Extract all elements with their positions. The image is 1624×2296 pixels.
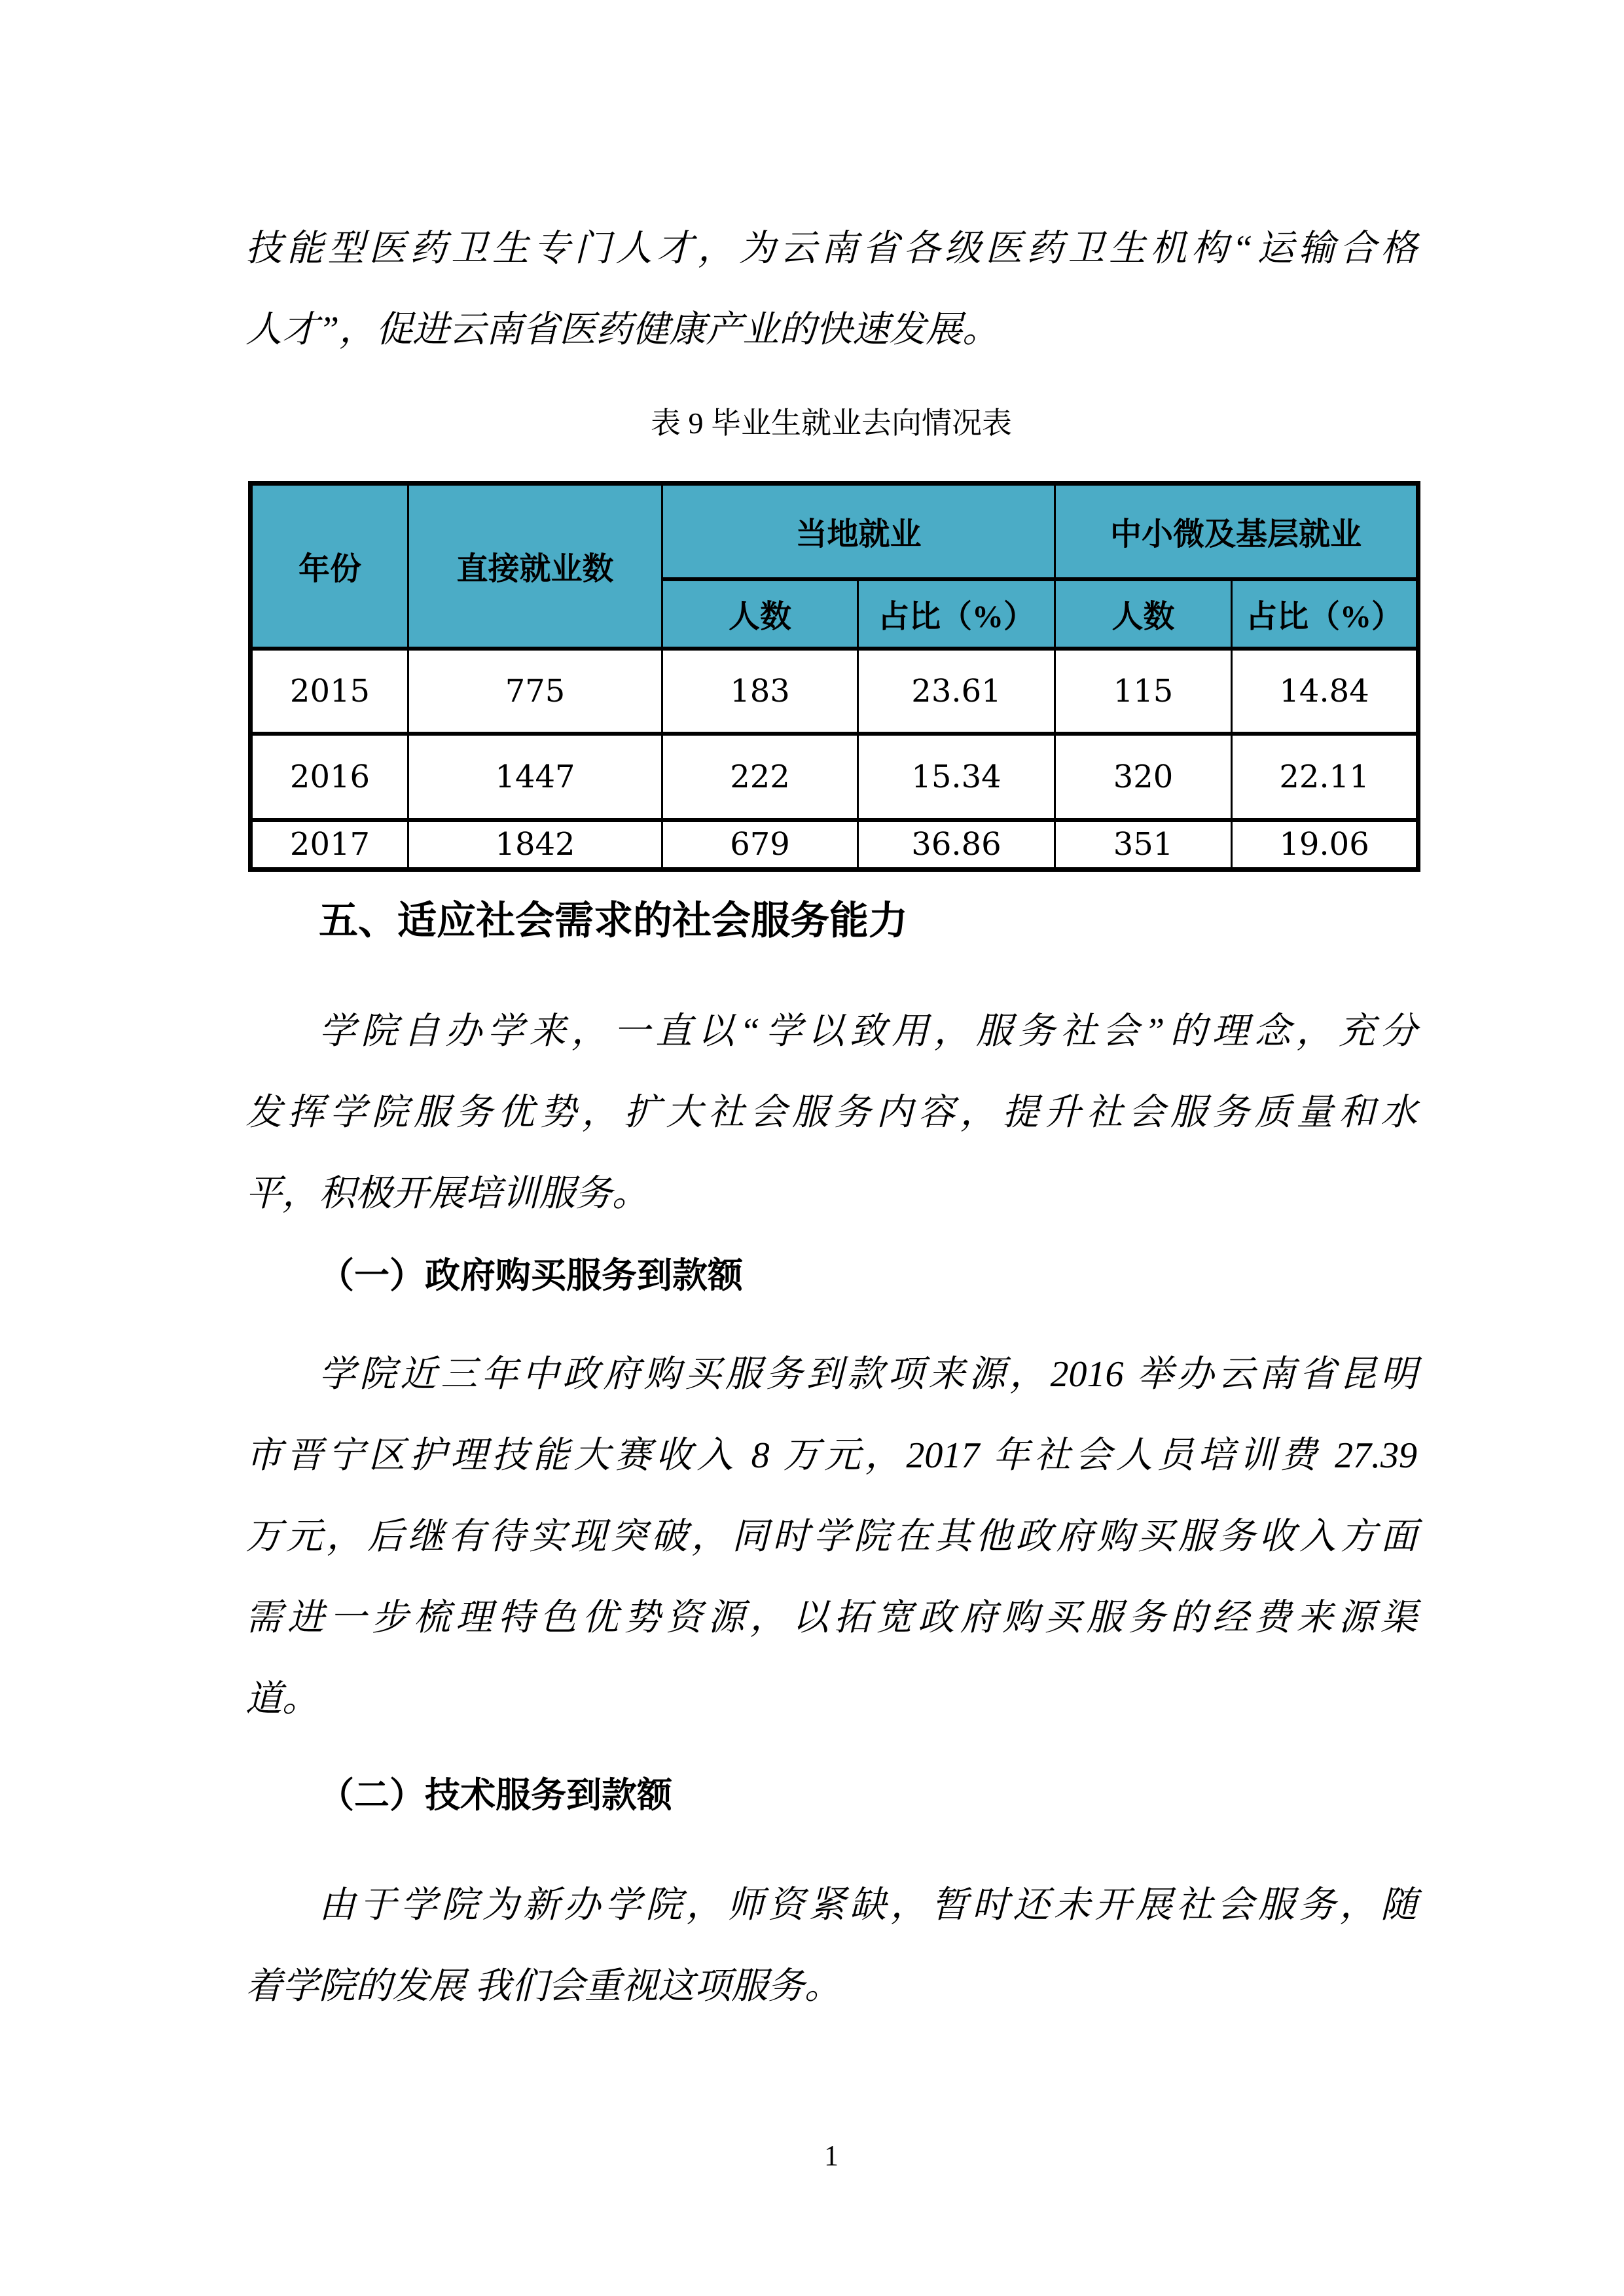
cell-sme-count: 351 (1055, 820, 1232, 870)
cell-direct: 1842 (408, 820, 662, 870)
cell-local-pct: 36.86 (858, 820, 1055, 870)
text-line: 平，积极开展培训服务。 (245, 1174, 649, 1214)
cell-sme-count: 320 (1055, 734, 1232, 820)
text-line: 学院自办学来，一直以“学以致用，服务社会”的理念，充分 (319, 1011, 1417, 1052)
header-cell-year: 年份 (251, 484, 408, 649)
cell-local-count: 679 (662, 820, 858, 870)
table-row (251, 734, 1418, 820)
section-5-heading: 五、适应社会需求的社会服务能力 (319, 899, 908, 942)
cell-direct: 775 (408, 649, 662, 734)
cell-sme-pct: 19.06 (1232, 820, 1418, 870)
header-cell-sme-group: 中小微及基层就业 (1055, 484, 1418, 579)
header-cell-local-pct: 占比（%） (858, 579, 1055, 649)
page-content (245, 0, 1417, 2027)
subsection-1-paragraph (245, 1334, 1417, 1740)
table-header-row-1 (251, 484, 1418, 579)
page-number: 1 (824, 2140, 839, 2172)
cell-sme-count: 115 (1055, 649, 1232, 734)
text-line: 由于学院为新办学院，师资紧缺，暂时还未开展社会服务，随 (319, 1885, 1417, 1926)
header-cell-local-count: 人数 (662, 579, 858, 649)
text-line: 学院近三年中政府购买服务到款项来源，2016 举办云南省昆明 (319, 1354, 1417, 1395)
cell-sme-pct: 22.11 (1232, 734, 1418, 820)
text-line: 技能型医药卫生专门人才，为云南省各级医药卫生机构“运输合格 (245, 228, 1417, 269)
subsection-2-paragraph (245, 1865, 1417, 2027)
text-line: 万元，后继有待实现突破，同时学院在其他政府购买服务收入方面 (245, 1516, 1417, 1557)
text-line: 着学院的发展 我们会重视这项服务。 (245, 1966, 841, 2007)
text-line: 人才”，促进云南省医药健康产业的快速发展。 (245, 310, 1000, 350)
cell-local-count: 222 (662, 734, 858, 820)
cell-direct: 1447 (408, 734, 662, 820)
header-cell-sme-count: 人数 (1055, 579, 1232, 649)
section-5-paragraph (245, 991, 1417, 1234)
cell-local-pct: 23.61 (858, 649, 1055, 734)
text-line: 需进一步梳理特色优势资源，以拓宽政府购买服务的经费来源渠 (245, 1598, 1417, 1638)
table-caption: 表 9 毕业生就业去向情况表 (651, 406, 1012, 440)
employment-table (248, 481, 1420, 872)
table-row (251, 820, 1418, 870)
header-cell-sme-pct: 占比（%） (1232, 579, 1418, 649)
table-row (251, 649, 1418, 734)
cell-sme-pct: 14.84 (1232, 649, 1418, 734)
header-cell-direct-employment: 直接就业数 (408, 484, 662, 649)
cell-year: 2016 (251, 734, 408, 820)
text-line: 发挥学院服务优势，扩大社会服务内容，提升社会服务质量和水 (245, 1092, 1417, 1133)
subsection-2-heading: （二）技术服务到款额 (319, 1776, 672, 1815)
text-line: 道。 (245, 1679, 319, 1719)
cell-local-count: 183 (662, 649, 858, 734)
cell-year: 2017 (251, 820, 408, 870)
subsection-1-heading: （一）政府购买服务到款额 (319, 1256, 743, 1295)
cell-year: 2015 (251, 649, 408, 734)
text-line: 市晋宁区护理技能大赛收入 8 万元，2017 年社会人员培训费 27.39 (245, 1435, 1417, 1476)
cell-local-pct: 15.34 (858, 734, 1055, 820)
header-cell-local-group: 当地就业 (662, 484, 1055, 579)
intro-paragraph (245, 208, 1417, 370)
